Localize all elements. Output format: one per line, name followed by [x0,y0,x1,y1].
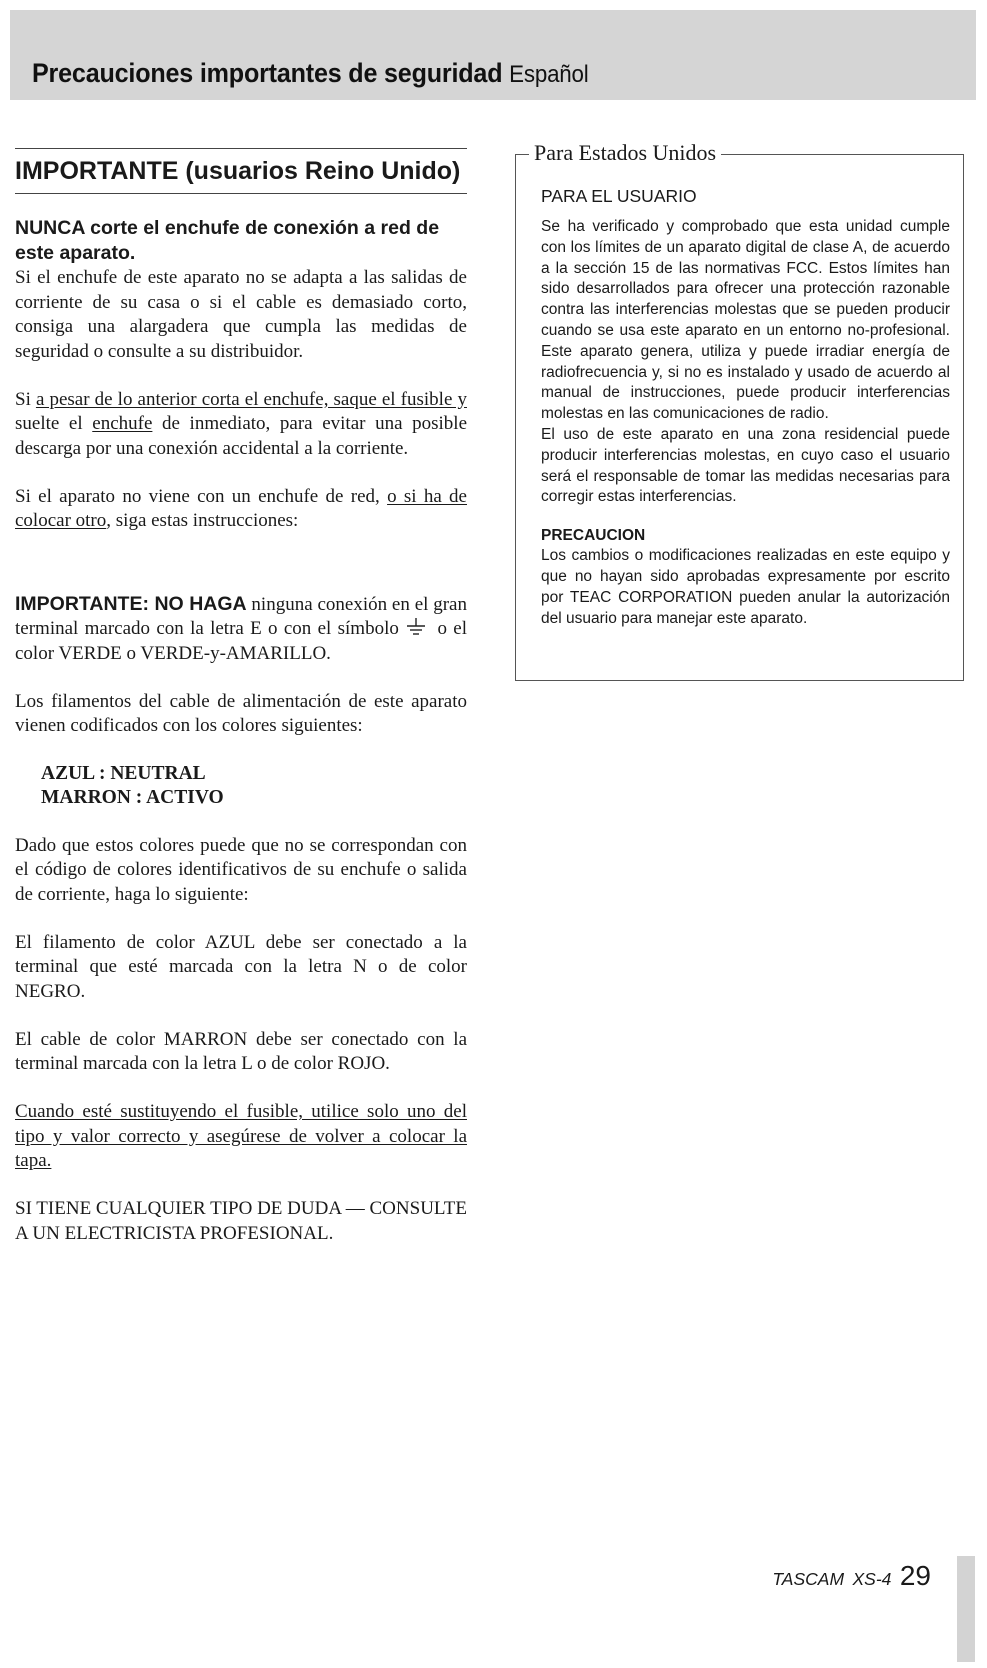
usa-box-content [541,185,950,629]
warning-label: IMPORTANTE: NO HAGA [15,592,247,615]
page-footer [772,1560,931,1592]
header-language: Español [509,61,589,88]
uk-paragraph-10: SI TIENE CUALQUIER TIPO DE DUDA — CONSULTE A UN ELECTRICISTA PROFESIONAL. [15,1198,467,1244]
footer-brand: TASCAM [772,1569,845,1589]
page-side-tab [957,1556,975,1662]
uk-paragraph-6: Dado que estos colores puede que no se correspondan con el código de colores identificativos de su enchufe o salida de corriente, haga lo siguiente: [15,834,467,905]
uk-paragraph-3 [15,485,467,534]
underlined-text: o si ha de colocar otro [15,485,467,531]
uk-paragraph-7: El filamento de color AZUL debe ser conectado a la terminal que esté marcada con la letra N o de color NEGRO. [15,931,467,1002]
text-run: suelte el [15,413,93,434]
uk-paragraph-2 [15,388,467,462]
caution-title: PRECAUCION [541,527,646,545]
usa-paragraph-2: El uso de este aparato en una zona residencial puede producir interferencias molestas, en cuyo caso el usuario será el responsable de tomar las medidas necesarias para corregir estas interferencias. [541,425,950,506]
underlined-text: enchufe [92,413,153,434]
wire-color-2: MARRON : ACTIVO [41,787,224,808]
uk-paragraph-5: Los filamentos del cable de alimentación de este aparato vienen codificados con los colores siguientes: [15,690,467,736]
text-run: Si [15,388,36,410]
footer-model: XS-4 [852,1569,892,1589]
usa-paragraph-1: Se ha verificado y comprobado que esta unidad cumple con los límites de un aparato digital de clase A, de acuerdo a la sección 15 de las normativas FCC. Estos límites han sido desarrollados para ofrecer una protección razonable contra las interferencias molestas que se pueden producir cuando se usa este aparato en un entorno no-profesional. Este aparato genera, utiliza y puede irradiar energía de radiofrecuencia y, si no es instalado y usado de acuerdo al manual de instrucciones, puede producir interferencias molestas en las comunicaciones de radio. [541,218,950,423]
uk-section-title: IMPORTANTE (usuarios Reino Unido) [15,157,461,185]
underlined-text: a pesar de lo anterior corta el enchufe, saque el fusible y [35,388,467,410]
underlined-text: Cuando esté sustituyendo el fusible, utilice solo uno del tipo y valor correcto y asegúrese de volver a colocar la tapa. [15,1101,467,1171]
usa-box [515,140,964,681]
text-run: de inmediato, para evitar una posible descarga por una conexión accidental a la corriente. [15,413,468,459]
uk-paragraph-9 [15,1100,467,1174]
uk-paragraph-4 [15,592,467,667]
header-title-text: Precauciones importantes de seguridad [32,58,503,88]
page-number: 29 [899,1560,931,1591]
uk-paragraph-1: Si el enchufe de este aparato no se adapta a las salidas de corriente de su casa o si el cable es demasiado corto, consiga una alargadera que cumpla las medidas de seguridad o consulte a su distribuidor. [15,267,467,362]
text-run: , siga estas instrucciones: [106,510,299,531]
uk-paragraph-8: El cable de color MARRON debe ser conectado con la terminal marcada con la letra L o de color ROJO. [15,1028,467,1074]
usa-box-title: Para Estados Unidos [529,140,721,166]
wire-color-1: AZUL : NEUTRAL [41,763,206,784]
ground-symbol-icon [405,618,427,636]
header-title [32,58,589,89]
page-header [10,10,976,100]
text-run: Si el aparato no viene con un enchufe de red, [15,485,388,507]
usa-heading: PARA EL USUARIO [541,186,697,206]
section-top-rule [15,148,467,149]
uk-lead: NUNCA corte el enchufe de conexión a red de este aparato. [15,217,440,264]
text-run: ninguna conexión en el gran terminal marcado con la letra E o con el símbolo [15,593,467,639]
uk-section [15,148,467,1246]
caution-text: Los cambios o modificaciones realizadas en este equipo y que no hayan sido aprobadas expresamente por escrito por TEAC CORPORATION pueden anular la autorización del usuario para manejar este aparato. [541,547,950,627]
text-run: o el color VERDE o VERDE-y-AMARILLO. [15,618,467,664]
